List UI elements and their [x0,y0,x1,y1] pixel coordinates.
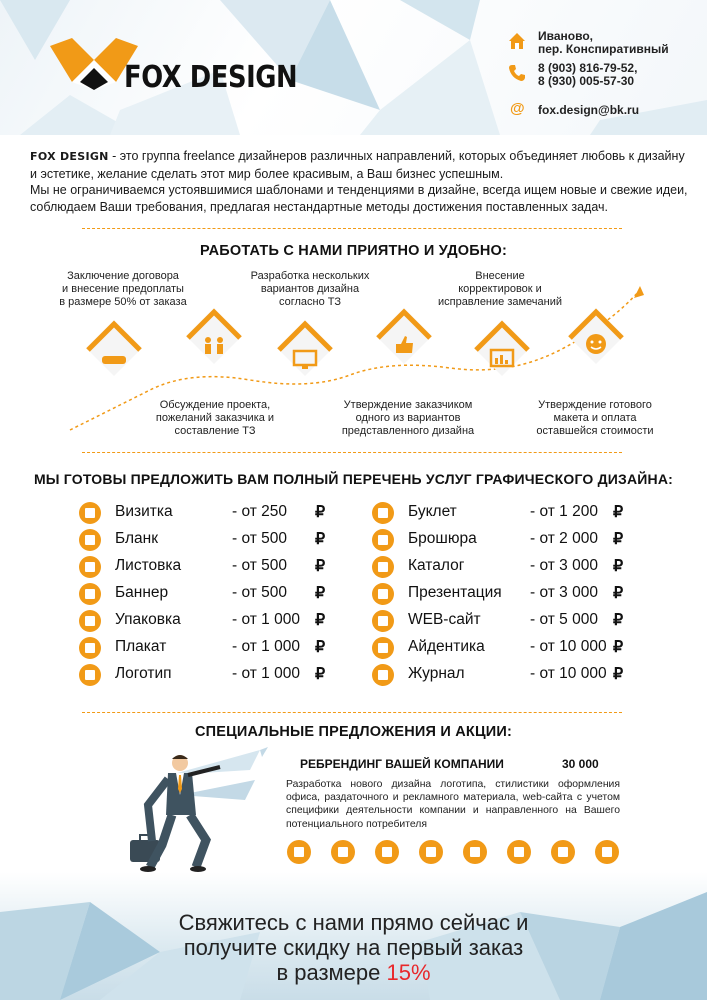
service-item [79,502,335,524]
brand-name: FOX DESIGN [124,60,298,95]
intro-text [30,148,690,215]
service-name: Плакат [115,638,167,655]
service-item [372,610,633,632]
logo-icon [79,664,101,686]
presentation-icon [372,583,394,605]
process-step-2 [140,399,290,438]
service-price: - от 500 [232,530,288,547]
service-item [79,583,335,605]
service-item [372,664,633,686]
service-price: - от 1 000 [232,611,300,628]
service-item [372,529,633,551]
offer-price: 30 000 [562,757,599,771]
business-card-icon [79,502,101,524]
service-item [79,529,335,551]
specials-heading: СПЕЦИАЛЬНЫЕ ПРЕДЛОЖЕНИЯ И АКЦИИ: [194,724,513,740]
ruble-icon: ₽ [613,531,624,548]
service-price: - от 10 000 [530,638,607,655]
offer-description: Разработка нового дизайна логотипа, стилистики оформления офиса, раздаточного и рекламного материала, web-сайта с учетом специфики деятельности компании и направленного на Вашего потенциального потребителя [286,779,620,830]
phone-2[interactable]: 8 (930) 005-57-30 [538,74,635,88]
service-price: - от 3 000 [530,584,598,601]
people-icon [184,306,244,372]
address-street: пер. Конспиративный [538,42,669,56]
process-step-4 [328,399,488,438]
divider-1 [82,228,622,229]
catalog-icon [375,840,399,864]
business-card-icon [331,840,355,864]
step-text: в размере 50% от заказа [59,296,187,308]
service-item [372,583,633,605]
banner-icon [79,583,101,605]
ruble-icon: ₽ [315,531,326,548]
address-city: Иваново, [538,29,593,43]
cta-text [0,910,707,985]
service-price: - от 1 200 [530,503,598,520]
letterhead-icon [79,529,101,551]
magazine-icon [372,664,394,686]
step-text: Разработка нескольких [250,270,370,282]
thumbs-up-icon [374,306,434,372]
step-text: пожеланий заказчика и [155,412,275,424]
ruble-icon: ₽ [315,666,326,683]
step-text: Утверждение готового [538,399,652,411]
step-text: Обсуждение проекта, [159,399,271,411]
service-price: - от 5 000 [530,611,598,628]
step-text: Заключение договора [67,270,179,282]
header [0,0,707,135]
process-step-6 [520,399,670,438]
flyer-icon [551,840,575,864]
handshake-icon [84,318,144,384]
step-text: одного из вариантов [355,412,461,424]
email [508,100,698,117]
ruble-icon: ₽ [315,558,326,575]
discount-value: 15% [386,960,431,985]
service-price: - от 3 000 [530,557,598,574]
service-price: - от 1 000 [232,665,300,682]
step-text: согласно ТЗ [278,296,342,308]
identity-icon [372,637,394,659]
ruble-icon: ₽ [613,504,624,521]
service-price: - от 10 000 [530,665,607,682]
phones [508,62,698,88]
intro-para-1-text: - это группа freelance дизайнеров различных направлений, которых объединяет любовь к дизайну и эстетике, желание сделать этот мир более красивым, а Ваш бизнес успешным. [30,149,685,181]
cta-line-3 [0,960,707,985]
monitor-icon [275,318,335,384]
step-text: корректировок и [458,283,542,295]
logo-icon [287,840,311,864]
service-price: - от 250 [232,503,288,520]
phone-1[interactable]: 8 (903) 816-79-52, [538,61,638,75]
businessman-illustration [110,745,270,875]
service-price: - от 500 [232,584,288,601]
step-text: представленного дизайна [341,425,475,437]
step-text: вариантов дизайна [260,283,360,295]
service-item [79,664,335,686]
ruble-icon: ₽ [315,639,326,656]
step-text: исправление замечаний [437,296,563,308]
presentation-icon [595,840,619,864]
step-text: и внесение предоплаты [62,283,184,295]
email-link[interactable]: fox.design@bk.ru [538,103,640,117]
address [508,30,698,56]
services-heading: МЫ ГОТОВЫ ПРЕДЛОЖИТЬ ВАМ ПОЛНЫЙ ПЕРЕЧЕНЬ УСЛУГ ГРАФИЧЕСКОГО ДИЗАЙНА: [33,471,674,487]
at-icon: @ [510,100,525,117]
service-item [79,637,335,659]
service-name: Брошюра [408,530,477,547]
ruble-icon: ₽ [613,558,624,575]
package-icon [79,610,101,632]
service-price: - от 500 [232,557,288,574]
divider-3 [82,712,622,713]
step-text: Внесение [475,270,525,282]
service-name: Бланк [115,530,159,547]
step-text: макета и оплата [553,412,637,424]
ruble-icon: ₽ [613,612,624,629]
ruble-icon: ₽ [613,639,624,656]
brochure-icon [372,529,394,551]
service-price: - от 2 000 [530,530,598,547]
service-item [372,637,633,659]
service-name: Презентация [408,584,502,601]
catalog-icon [372,556,394,578]
service-name: Упаковка [115,611,181,628]
home-icon [508,32,526,50]
booklet-icon [372,502,394,524]
process-heading: РАБОТАТЬ С НАМИ ПРИЯТНО И УДОБНО: [199,243,508,259]
booklet-icon [463,840,487,864]
letterhead-icon [507,840,531,864]
cta-prefix: в размере [276,960,387,985]
ruble-icon: ₽ [315,504,326,521]
chart-screen-icon [472,318,532,384]
step-text: Утверждение заказчиком [343,399,473,411]
offer-title: РЕБРЕНДИНГ ВАШЕЙ КОМПАНИИ [300,757,504,771]
globe-icon [419,840,443,864]
service-price: - от 1 000 [232,638,300,655]
service-name: WEB-сайт [408,611,481,628]
poster-icon [79,637,101,659]
step-text: оставшейся стоимости [536,425,654,437]
intro-para-2: Мы не ограничиваемся устоявшимися шаблонами и тенденциями в дизайне, всегда ищем новые и свежие идеи, соблюдаем Ваши требования, предлагая нестандартные методы достижения поставленных задач. [30,183,688,214]
service-name: Каталог [408,557,465,574]
service-name: Буклет [408,503,457,520]
ruble-icon: ₽ [315,612,326,629]
service-name: Визитка [115,503,173,520]
service-name: Айдентика [408,638,485,655]
service-name: Баннер [115,584,169,601]
cta-line-1: Свяжитесь с нами прямо сейчас и [178,910,529,935]
service-item [79,610,335,632]
service-item [79,556,335,578]
intro-para-1 [30,148,690,182]
intro-brand: FOX DESIGN [30,150,109,163]
smiley-icon [566,306,626,372]
divider-2 [82,452,622,453]
service-item [372,502,633,524]
ruble-icon: ₽ [613,585,624,602]
service-item [372,556,633,578]
ruble-icon: ₽ [315,585,326,602]
service-name: Листовка [115,557,182,574]
service-name: Журнал [408,665,465,682]
step-text: составление ТЗ [174,425,256,437]
cta-line-2: получите скидку на первый заказ [183,935,524,960]
ruble-icon: ₽ [613,666,624,683]
globe-icon [372,610,394,632]
flyer-icon [79,556,101,578]
contact-block [508,30,698,117]
phone-icon [508,64,526,82]
service-name: Логотип [115,665,172,682]
